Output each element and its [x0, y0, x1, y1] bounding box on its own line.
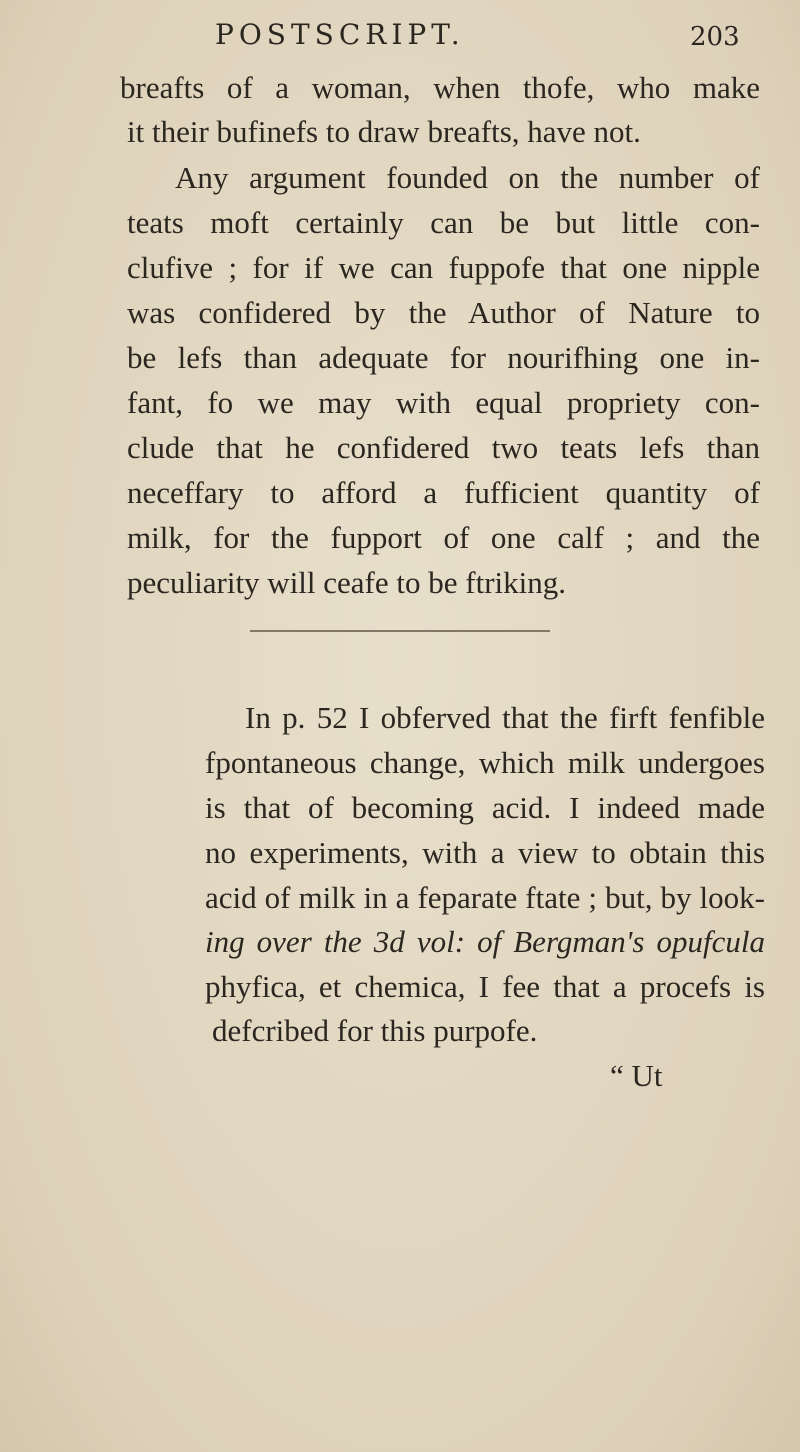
text-line: teats moft certainly can be but little con-	[127, 205, 760, 240]
text-line: clufive ; for if we can fuppofe that one nipple	[127, 250, 760, 285]
text-line: ing over the 3d vol: of Bergman's opufcula	[205, 924, 765, 959]
text-line: neceffary to afford a fufficient quantity of	[127, 475, 760, 510]
text-line: peculiarity will ceafe to be ftriking.	[127, 565, 566, 600]
text-line: defcribed for this purpofe.	[212, 1013, 538, 1048]
text-line: be lefs than adequate for nourifhing one in-	[127, 340, 760, 375]
text-line: is that of becoming acid. I indeed made	[205, 790, 765, 825]
text-line: In p. 52 I obferved that the firft fenfible	[245, 700, 765, 735]
text-line: it their bufinefs to draw breafts, have not.	[127, 114, 641, 149]
text-line: acid of milk in a feparate ftate ; but, by look-	[205, 880, 765, 915]
text-line: clude that he confidered two teats lefs than	[127, 430, 760, 465]
section-divider	[250, 630, 550, 632]
text-line: no experiments, with a view to obtain this	[205, 835, 765, 870]
text-line: phyfica, et chemica, I fee that a procefs is	[205, 969, 765, 1004]
text-line: was confidered by the Author of Nature to	[127, 295, 760, 330]
text-line: Any argument founded on the number of	[175, 160, 760, 195]
page-number: 203	[690, 22, 740, 52]
text-line: milk, for the fupport of one calf ; and the	[127, 520, 760, 555]
text-line: breafts of a woman, when thofe, who make	[120, 70, 760, 105]
text-line: fant, fo we may with equal propriety con-	[127, 385, 760, 420]
text-line: fpontaneous change, which milk undergoes	[205, 745, 765, 780]
running-title: POSTSCRIPT.	[215, 18, 465, 51]
catchword: “ Ut	[610, 1058, 663, 1093]
